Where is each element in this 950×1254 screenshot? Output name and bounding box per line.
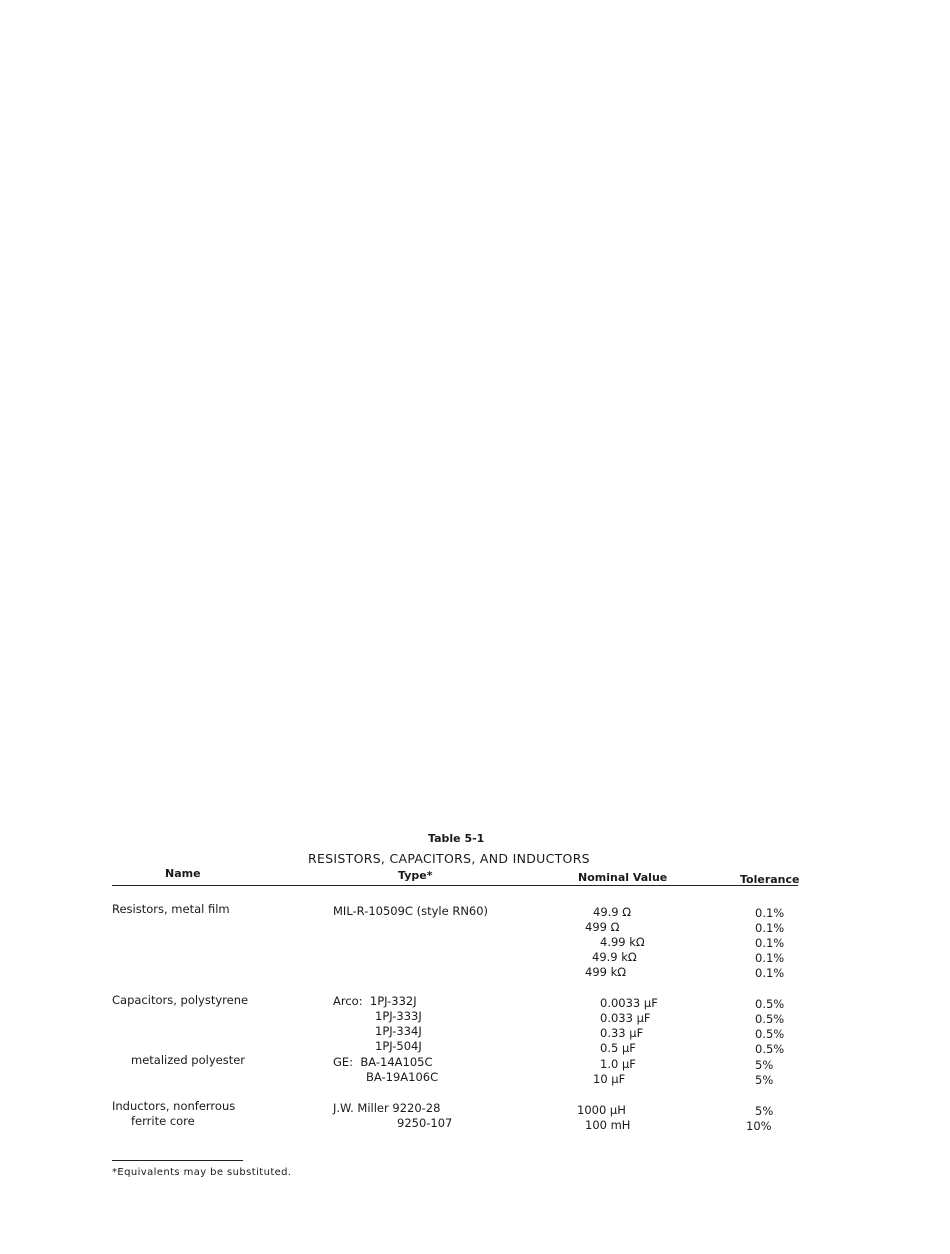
nominal-cell: 499 Ω	[585, 920, 620, 934]
type-cell: 1PJ-333J	[375, 1009, 422, 1023]
nominal-cell: 1.0 μF	[600, 1057, 636, 1071]
nominal-cell: 0.0033 μF	[600, 996, 658, 1010]
tolerance-cell: 0.1%	[755, 936, 785, 950]
tolerance-cell: 0.5%	[755, 997, 785, 1011]
type-cell: J.W. Miller 9220-28	[333, 1101, 441, 1115]
nominal-cell: 49.9 Ω	[593, 905, 632, 919]
tolerance-cell: 0.1%	[755, 951, 785, 965]
tolerance-cell: 0.1%	[755, 921, 785, 935]
nominal-cell: 1000 μH	[577, 1103, 626, 1117]
type-cell: BA-19A106C	[366, 1070, 439, 1084]
tolerance-cell: 5%	[755, 1058, 774, 1072]
nominal-cell: 0.5 μF	[600, 1041, 636, 1055]
tolerance-cell: 0.5%	[755, 1042, 785, 1056]
tolerance-cell: 5%	[755, 1104, 774, 1118]
tolerance-cell: 0.1%	[755, 906, 785, 920]
type-cell: 1PJ-504J	[375, 1039, 422, 1053]
table-title: RESISTORS, CAPACITORS, AND INDUCTORS	[308, 851, 590, 866]
nominal-cell: 4.99 kΩ	[600, 935, 645, 949]
name-cell: Inductors, nonferrous	[112, 1099, 236, 1113]
type-cell: MIL-R-10509C (style RN60)	[333, 904, 489, 918]
name-cell: Resistors, metal film	[112, 902, 230, 916]
nominal-cell: 49.9 kΩ	[592, 950, 637, 964]
tolerance-cell: 10%	[746, 1119, 772, 1133]
table-number: Table 5-1	[428, 832, 485, 845]
header-rule	[112, 885, 798, 886]
type-cell: GE: BA-14A105C	[333, 1055, 433, 1069]
nominal-cell: 499 kΩ	[585, 965, 627, 979]
header-name: Name	[165, 867, 201, 880]
footnote-rule	[112, 1160, 243, 1161]
tolerance-cell: 0.1%	[755, 966, 785, 980]
header-tolerance: Tolerance	[740, 873, 800, 886]
type-cell: Arco: 1PJ-332J	[333, 994, 417, 1008]
footnote: *Equivalents may be substituted.	[112, 1167, 292, 1178]
type-cell: 9250-107	[397, 1116, 453, 1130]
nominal-cell: 100 mH	[585, 1118, 631, 1132]
nominal-cell: 10 μF	[593, 1072, 626, 1086]
nominal-cell: 0.33 μF	[600, 1026, 644, 1040]
header-type: Type*	[398, 869, 433, 882]
nominal-cell: 0.033 μF	[600, 1011, 651, 1025]
name-cell: Capacitors, polystyrene	[112, 993, 249, 1007]
tolerance-cell: 0.5%	[755, 1027, 785, 1041]
tolerance-cell: 0.5%	[755, 1012, 785, 1026]
name-cell: metalized polyester	[131, 1053, 246, 1067]
name-cell: ferrite core	[131, 1114, 195, 1128]
type-cell: 1PJ-334J	[375, 1024, 422, 1038]
tolerance-cell: 5%	[755, 1073, 774, 1087]
header-nominal-value: Nominal Value	[578, 871, 668, 884]
